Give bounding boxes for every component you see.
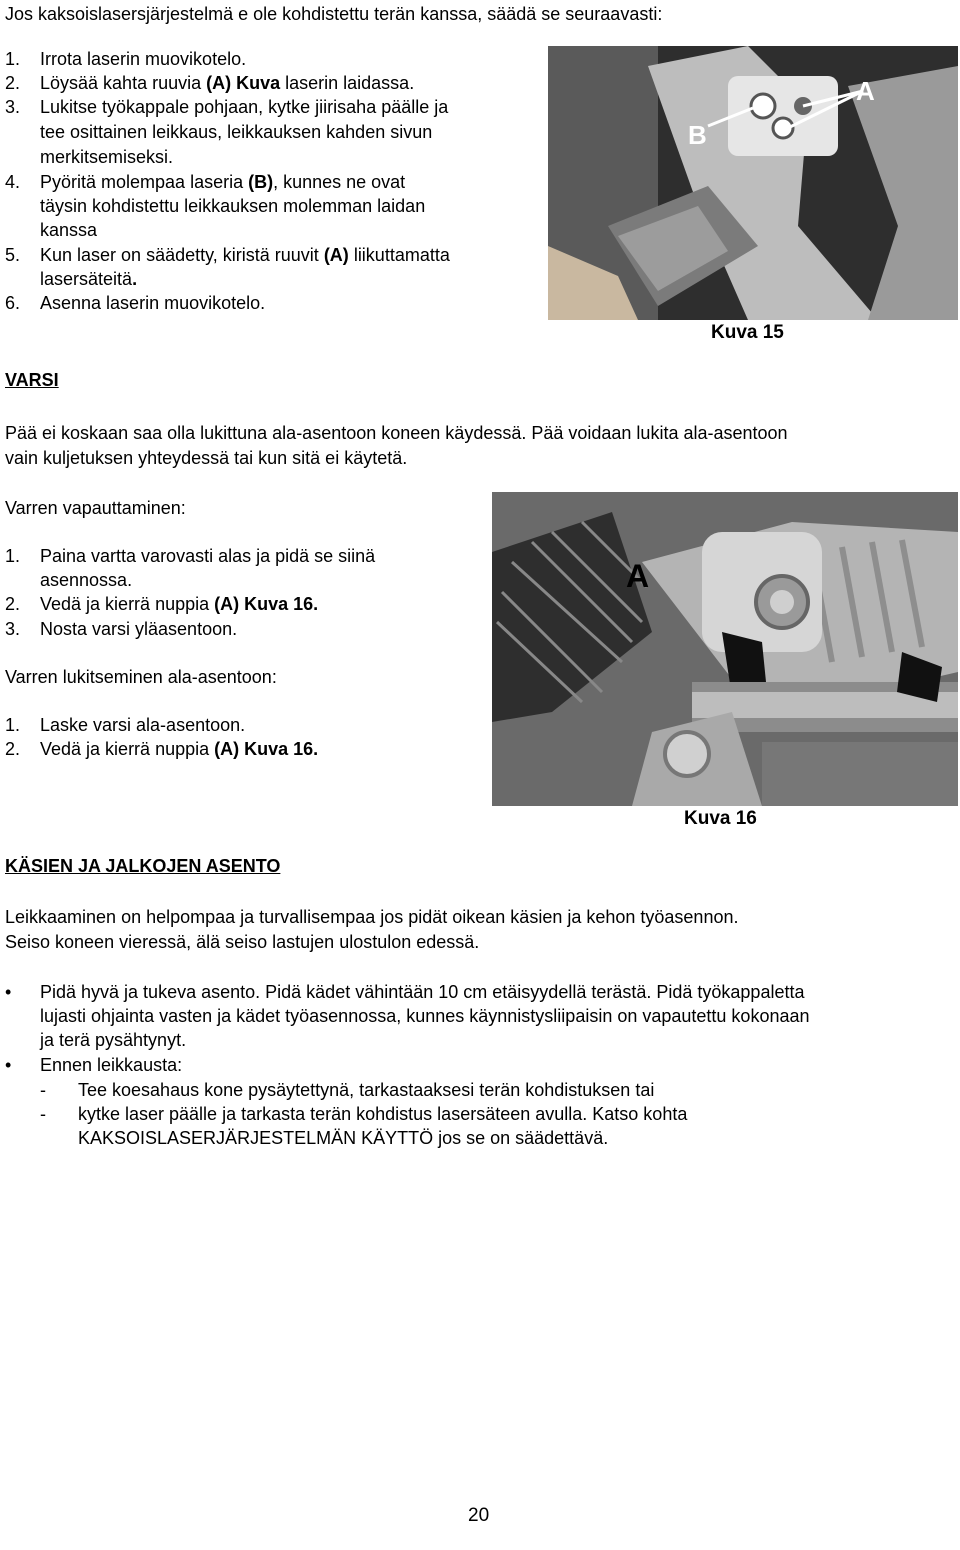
step-number: 2. bbox=[5, 594, 21, 614]
section-heading-varsi: VARSI bbox=[5, 370, 59, 390]
step-number: 2. bbox=[5, 739, 21, 759]
page-number: 20 bbox=[468, 1505, 490, 1526]
step-text: tee osittainen leikkaus, leikkauksen kahden sivun bbox=[40, 122, 433, 142]
bullet-text: ja terä pysähtynyt. bbox=[40, 1030, 187, 1050]
varsi-paragraph: Pää ei koskaan saa olla lukittuna ala-asentoon koneen käydessä. Pää voidaan lukita ala-asentoon bbox=[5, 423, 788, 443]
step-number: 6. bbox=[5, 293, 21, 313]
bullet-text: Ennen leikkausta: bbox=[40, 1055, 183, 1075]
step-text: Irrota laserin muovikotelo. bbox=[40, 49, 247, 69]
bullet-icon: • bbox=[5, 982, 12, 1002]
release-title: Varren vapauttaminen: bbox=[5, 498, 186, 518]
step-text: Lukitse työkappale pohjaan, kytke jiirisaha päälle ja bbox=[40, 97, 449, 117]
label-a: A bbox=[856, 76, 875, 106]
step-number: 5. bbox=[5, 245, 21, 265]
step-number: 2. bbox=[5, 73, 21, 93]
label-b: B bbox=[688, 120, 707, 150]
arm-lock-illustration bbox=[492, 492, 958, 806]
step-number: 3. bbox=[5, 619, 21, 639]
bullet-text: Pidä hyvä ja tukeva asento. Pidä kädet vähintään 10 cm etäisyydellä terästä. Pidä työkappaletta bbox=[40, 982, 805, 1002]
label-a: A bbox=[626, 558, 650, 594]
step-text: Nosta varsi yläasentoon. bbox=[40, 619, 238, 639]
step-text: lasersäteitä. bbox=[40, 269, 138, 289]
step-number: 1. bbox=[5, 49, 21, 69]
step-number: 1. bbox=[5, 546, 21, 566]
step-text: Asenna laserin muovikotelo. bbox=[40, 293, 266, 313]
step-text: Vedä ja kierrä nuppia (A) Kuva 16. bbox=[40, 739, 319, 759]
step-number: 4. bbox=[5, 172, 21, 192]
bullet-icon: • bbox=[5, 1055, 12, 1075]
posture-paragraph: Seiso koneen vieressä, älä seiso lastujen ulostulon edessä. bbox=[5, 932, 480, 952]
step-text: Paina vartta varovasti alas ja pidä se siinä bbox=[40, 546, 376, 566]
posture-paragraph: Leikkaaminen on helpompaa ja turvallisempaa jos pidät oikean käsien ja kehon työasennon. bbox=[5, 907, 739, 927]
figure-15-caption: Kuva 15 bbox=[711, 322, 784, 343]
step-text: kanssa bbox=[40, 220, 98, 240]
lock-title: Varren lukitseminen ala-asentoon: bbox=[5, 667, 277, 687]
varsi-paragraph: vain kuljetuksen yhteydessä tai kun sitä ei käytetä. bbox=[5, 448, 408, 468]
section-heading-posture: KÄSIEN JA JALKOJEN ASENTO bbox=[5, 856, 281, 876]
bullet-text: lujasti ohjainta vasten ja kädet työasennossa, kunnes käynnistysliipaisin on vapautettu kokonaan bbox=[40, 1006, 810, 1026]
dash-marker: - bbox=[40, 1080, 46, 1100]
step-text: Pyöritä molempaa laseria (B), kunnes ne ovat bbox=[40, 172, 406, 192]
laser-mechanism-illustration bbox=[548, 46, 958, 320]
dash-marker: - bbox=[40, 1104, 46, 1124]
figure-16-caption: Kuva 16 bbox=[684, 808, 757, 829]
dash-text: KAKSOISLASERJÄRJESTELMÄN KÄYTTÖ jos se on säädettävä. bbox=[78, 1128, 609, 1148]
step-text: Vedä ja kierrä nuppia (A) Kuva 16. bbox=[40, 594, 319, 614]
step-text: täysin kohdistettu leikkauksen molemman laidan bbox=[40, 196, 426, 216]
step-number: 3. bbox=[5, 97, 21, 117]
step-text: Löysää kahta ruuvia (A) Kuva laserin laidassa. bbox=[40, 73, 415, 93]
dash-text: Tee koesahaus kone pysäytettynä, tarkastaaksesi terän kohdistuksen tai bbox=[78, 1080, 655, 1100]
step-text: Kun laser on säädetty, kiristä ruuvit (A) liikuttamatta bbox=[40, 245, 450, 265]
step-text: Laske varsi ala-asentoon. bbox=[40, 715, 246, 735]
step-text: merkitsemiseksi. bbox=[40, 147, 174, 167]
step-number: 1. bbox=[5, 715, 21, 735]
figure-15-photo bbox=[548, 46, 958, 320]
intro-text: Jos kaksoislasersjärjestelmä e ole kohdistettu terän kanssa, säädä se seuraavasti: bbox=[5, 4, 663, 24]
dash-text: kytke laser päälle ja tarkasta terän kohdistus lasersäteen avulla. Katso kohta bbox=[78, 1104, 688, 1124]
figure-16-photo bbox=[492, 492, 958, 806]
step-text: asennossa. bbox=[40, 570, 133, 590]
